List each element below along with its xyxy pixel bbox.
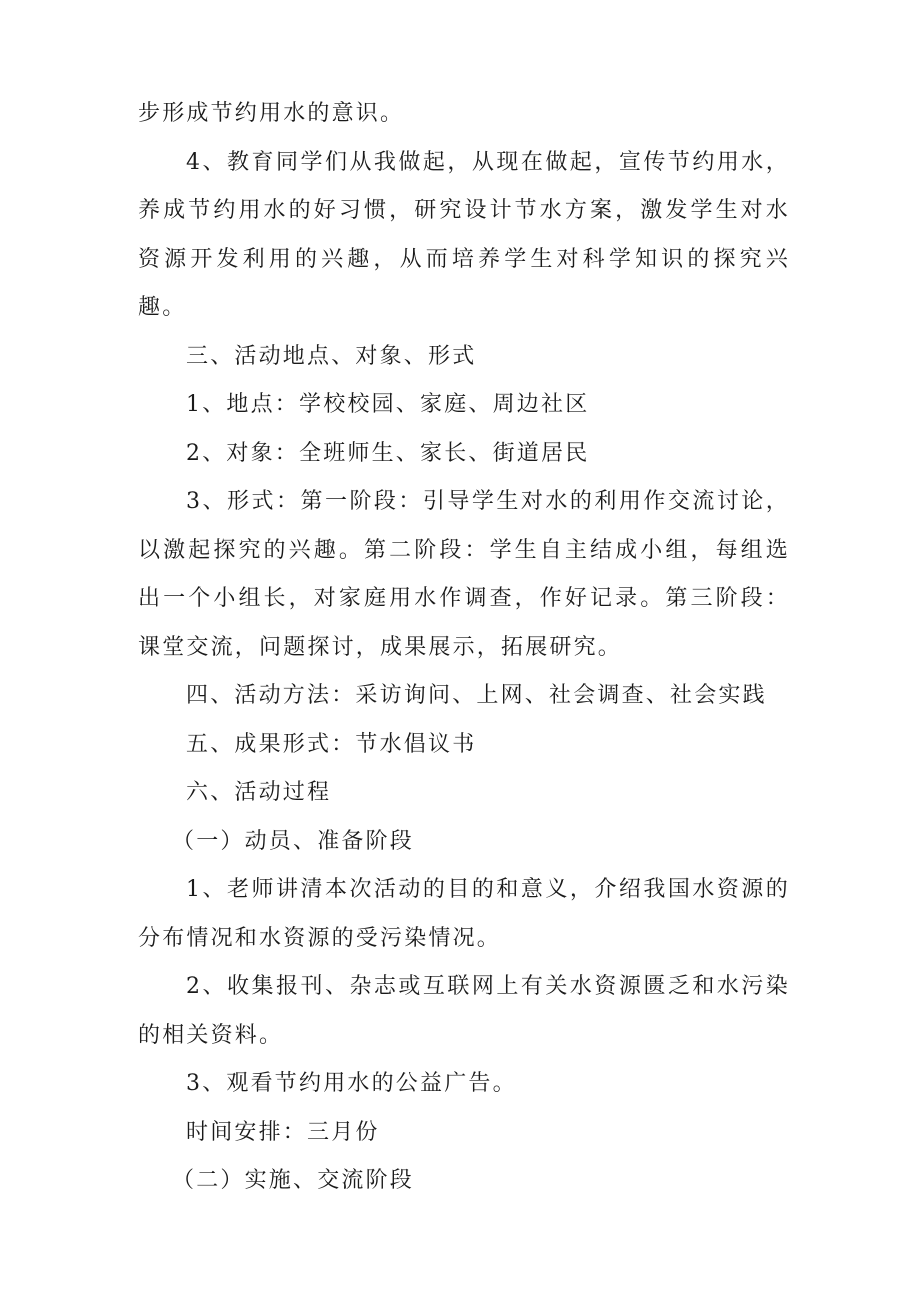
paragraph-step-1: 1、老师讲清本次活动的目的和意义，介绍我国水资源的分布情况和水资源的受污染情况。 — [138, 877, 790, 951]
paragraph-audience: 2、对象：全班师生、家长、街道居民 — [186, 440, 590, 466]
paragraph-schedule: 时间安排：三月份 — [186, 1119, 380, 1145]
document-page — [138, 90, 790, 1206]
subsection-heading-1: （一）动员、准备阶段 — [172, 828, 415, 854]
paragraph-step-3: 3、观看节约用水的公益广告。 — [186, 1071, 517, 1096]
subsection-heading-2: （二）实施、交流阶段 — [172, 1168, 415, 1193]
section-heading-3: 三、活动地点、对象、形式 — [186, 343, 477, 369]
paragraph-item-4: 4、教育同学们从我做起，从现在做起，宣传节约用水，养成节约用水的好习惯，研究设计节水方案，激发学生对水资源开发利用的兴趣，从而培养学生对科学知识的探究兴趣。 — [138, 149, 790, 320]
paragraph-location: 1、地点：学校校园、家庭、周边社区 — [186, 392, 590, 417]
section-heading-4: 四、活动方法：采访询问、上网、社会调查、社会实践 — [186, 683, 767, 708]
section-heading-6: 六、活动过程 — [186, 780, 332, 805]
paragraph-continuation: 步形成节约用水的意识。 — [138, 101, 405, 126]
paragraph-step-2: 2、收集报刊、杂志或互联网上有关水资源匮乏和水污染的相关资料。 — [138, 974, 790, 1048]
paragraph-format: 3、形式：第一阶段：引导学生对水的利用作交流讨论，以激起探究的兴趣。第二阶段：学生自主结成小组，每组选出一个小组长，对家庭用水作调查，作好记录。第三阶段：课堂交流，问题探讨，成果展示，拓展研究。 — [138, 489, 790, 660]
section-heading-5: 五、成果形式：节水倡议书 — [186, 731, 477, 757]
